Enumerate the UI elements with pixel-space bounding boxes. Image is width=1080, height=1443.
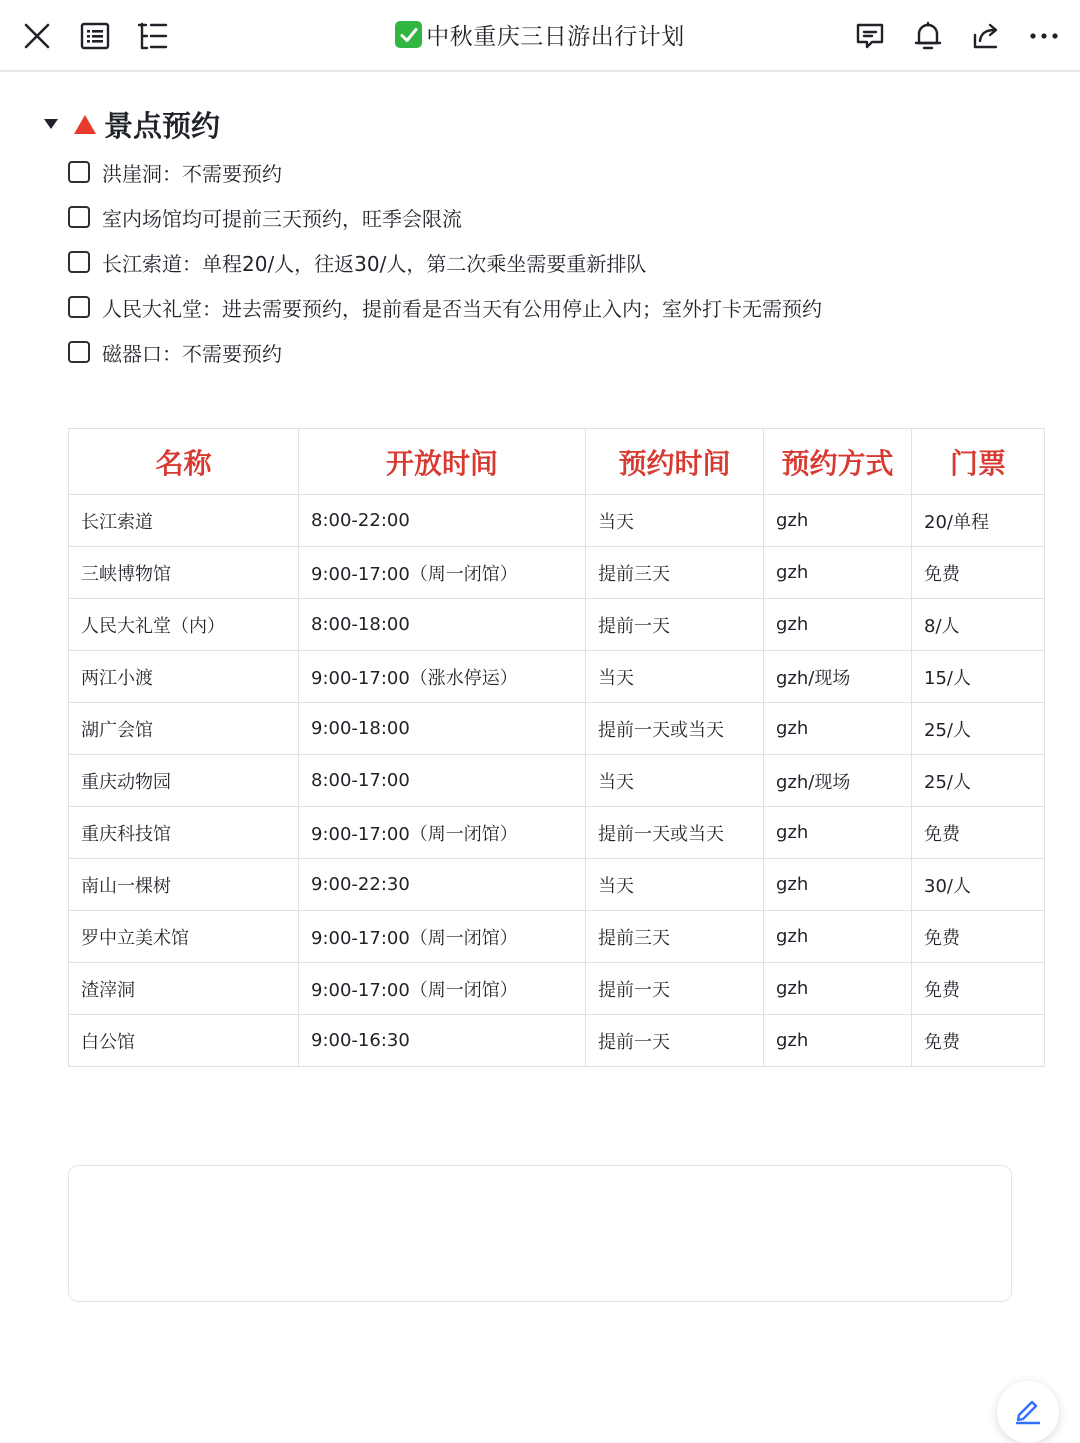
document-title-text: 中秋重庆三日游出行计划: [426, 24, 685, 50]
table-cell[interactable]: 提前一天: [586, 599, 764, 651]
table-cell[interactable]: 提前一天: [586, 1015, 764, 1067]
column-header[interactable]: 名称: [69, 429, 299, 495]
table-cell[interactable]: 提前一天: [586, 963, 764, 1015]
table-cell[interactable]: gzh: [764, 547, 912, 599]
table-cell[interactable]: 三峡博物馆: [69, 547, 299, 599]
table-cell[interactable]: 免费: [912, 807, 1045, 859]
table-cell[interactable]: 9:00-22:30: [299, 859, 586, 911]
todo-text: 室内场馆均可提前三天预约，旺季会限流: [102, 206, 462, 231]
checkbox[interactable]: [68, 296, 90, 318]
table-row: [69, 495, 1045, 547]
check-mark-icon: [395, 21, 422, 48]
collapse-caret-icon[interactable]: [44, 119, 58, 129]
todo-item: [68, 246, 646, 278]
table-cell[interactable]: 提前三天: [586, 911, 764, 963]
table-cell[interactable]: gzh: [764, 1015, 912, 1067]
table-cell[interactable]: 免费: [912, 963, 1045, 1015]
table-cell[interactable]: 9:00-17:00（周一闭馆）: [299, 547, 586, 599]
todo-text: 人民大礼堂：进去需要预约，提前看是否当天有公用停止入内；室外打卡无需预约: [102, 296, 822, 321]
table-cell[interactable]: 免费: [912, 1015, 1045, 1067]
table-cell[interactable]: gzh: [764, 599, 912, 651]
todo-item: [68, 201, 462, 233]
table-row: [69, 859, 1045, 911]
empty-block[interactable]: [68, 1165, 1012, 1302]
table-cell[interactable]: 9:00-17:00（涨水停运）: [299, 651, 586, 703]
table-row: [69, 755, 1045, 807]
table-cell[interactable]: 提前一天或当天: [586, 703, 764, 755]
section-heading[interactable]: [44, 104, 220, 144]
table-cell[interactable]: gzh: [764, 963, 912, 1015]
table-cell[interactable]: 8:00-17:00: [299, 755, 586, 807]
table-row: [69, 547, 1045, 599]
table-header-row: [69, 429, 1045, 495]
bell-icon[interactable]: [908, 16, 948, 56]
table-cell[interactable]: 罗中立美术馆: [69, 911, 299, 963]
table-cell[interactable]: gzh: [764, 495, 912, 547]
table-cell[interactable]: gzh: [764, 859, 912, 911]
edit-button[interactable]: [997, 1381, 1059, 1443]
checkbox[interactable]: [68, 251, 90, 273]
table-cell[interactable]: 8/人: [912, 599, 1045, 651]
table-cell[interactable]: gzh: [764, 911, 912, 963]
table-cell[interactable]: 当天: [586, 859, 764, 911]
table-cell[interactable]: 长江索道: [69, 495, 299, 547]
table-cell[interactable]: 渣滓洞: [69, 963, 299, 1015]
table-row: [69, 963, 1045, 1015]
checkbox[interactable]: [68, 341, 90, 363]
todo-item: [68, 156, 282, 188]
table-row: [69, 807, 1045, 859]
column-header[interactable]: 预约方式: [764, 429, 912, 495]
table-cell[interactable]: 当天: [586, 651, 764, 703]
top-bar: [0, 0, 1080, 72]
table-cell[interactable]: 8:00-22:00: [299, 495, 586, 547]
todo-text: 洪崖洞：不需要预约: [102, 161, 282, 186]
share-icon[interactable]: [966, 16, 1006, 56]
todo-text: 磁器口：不需要预约: [102, 341, 282, 366]
table-cell[interactable]: 当天: [586, 755, 764, 807]
todo-item: [68, 291, 822, 323]
table-row: [69, 703, 1045, 755]
todo-text: 长江索道：单程20/人，往返30/人，第二次乘坐需要重新排队: [102, 251, 647, 276]
table-cell[interactable]: gzh/现场: [764, 651, 912, 703]
table-cell[interactable]: 两江小渡: [69, 651, 299, 703]
table-cell[interactable]: 南山一棵树: [69, 859, 299, 911]
pencil-icon: [1013, 1395, 1043, 1429]
table-cell[interactable]: 9:00-18:00: [299, 703, 586, 755]
table-row: [69, 911, 1045, 963]
table-cell[interactable]: 9:00-17:00（周一闭馆）: [299, 911, 586, 963]
table-cell[interactable]: 提前三天: [586, 547, 764, 599]
checkbox[interactable]: [68, 206, 90, 228]
table-cell[interactable]: gzh: [764, 807, 912, 859]
table-cell[interactable]: 白公馆: [69, 1015, 299, 1067]
table-cell[interactable]: 8:00-18:00: [299, 599, 586, 651]
checkbox[interactable]: [68, 161, 90, 183]
attraction-table: [68, 428, 1045, 1067]
table-cell[interactable]: 重庆动物园: [69, 755, 299, 807]
table-cell[interactable]: 免费: [912, 911, 1045, 963]
red-triangle-icon: [74, 115, 96, 134]
table-cell[interactable]: 30/人: [912, 859, 1045, 911]
table-cell[interactable]: 重庆科技馆: [69, 807, 299, 859]
table-cell[interactable]: gzh/现场: [764, 755, 912, 807]
table-cell[interactable]: 20/单程: [912, 495, 1045, 547]
table-cell[interactable]: 人民大礼堂（内）: [69, 599, 299, 651]
table-cell[interactable]: 9:00-16:30: [299, 1015, 586, 1067]
table-cell[interactable]: 湖广会馆: [69, 703, 299, 755]
table-cell[interactable]: 15/人: [912, 651, 1045, 703]
comment-icon[interactable]: [850, 16, 890, 56]
todo-item: [68, 336, 282, 368]
table-cell[interactable]: 25/人: [912, 755, 1045, 807]
more-icon[interactable]: [1024, 16, 1064, 56]
table-cell[interactable]: 9:00-17:00（周一闭馆）: [299, 807, 586, 859]
table-cell[interactable]: 当天: [586, 495, 764, 547]
section-title: 景点预约: [104, 108, 221, 143]
table-row: [69, 599, 1045, 651]
table-row: [69, 1015, 1045, 1067]
column-header[interactable]: 预约时间: [586, 429, 764, 495]
table-row: [69, 651, 1045, 703]
table-cell[interactable]: 提前一天或当天: [586, 807, 764, 859]
table-cell[interactable]: gzh: [764, 703, 912, 755]
column-header[interactable]: 开放时间: [299, 429, 586, 495]
column-header[interactable]: 门票: [912, 429, 1045, 495]
table-cell[interactable]: 免费: [912, 547, 1045, 599]
table-cell[interactable]: 9:00-17:00（周一闭馆）: [299, 963, 586, 1015]
table-cell[interactable]: 25/人: [912, 703, 1045, 755]
